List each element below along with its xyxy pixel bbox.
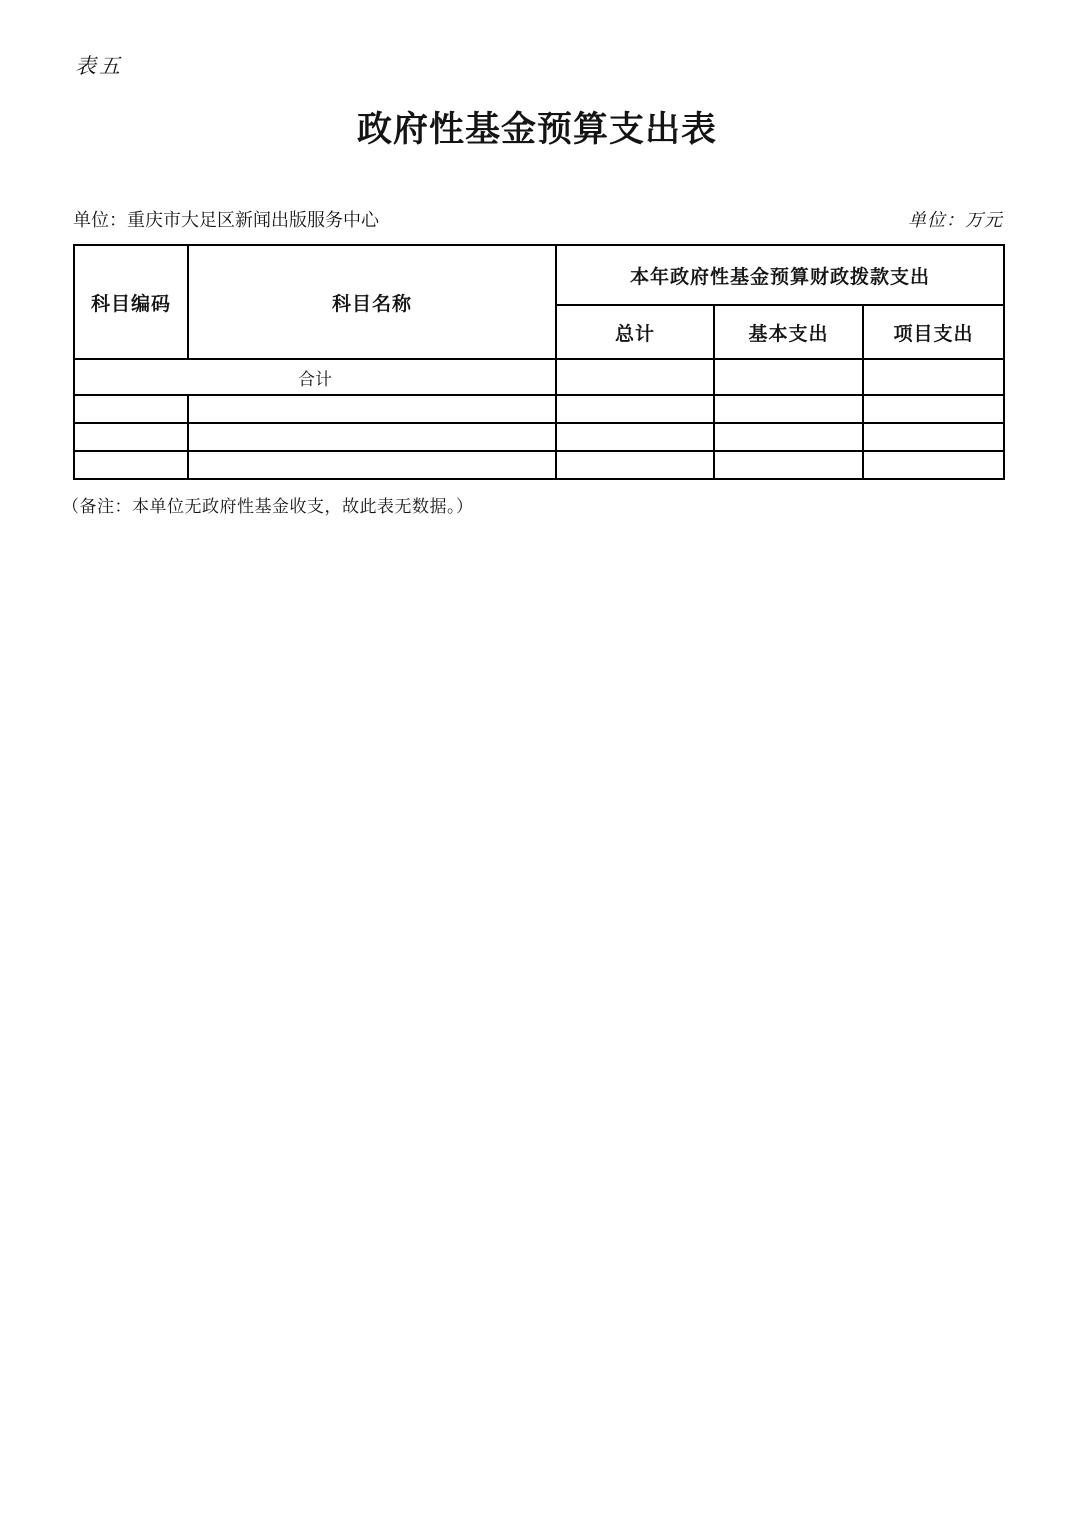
table-cell [188,451,556,479]
table-cell [74,451,188,479]
table-cell [714,451,863,479]
table-cell [714,395,863,423]
sheet-label: 表五 [75,54,123,78]
unit-row [73,206,1003,232]
table-cell [863,423,1004,451]
currency-unit-label: 单位：万元 [908,210,1003,230]
table-row [74,423,1004,451]
table-row [74,395,1004,423]
table-cell [556,423,714,451]
table-cell [556,395,714,423]
unit-name-label: 单位：重庆市大足区新闻出版服务中心 [73,210,379,230]
header-basic-expenditure: 基本支出 [714,305,863,359]
header-total: 总计 [556,305,714,359]
total-row-total-cell [556,359,714,395]
table-cell [714,423,863,451]
table-cell [556,451,714,479]
header-row-group [74,245,1004,305]
header-subject-name: 科目名称 [188,245,556,359]
page-title: 政府性基金预算支出表 [356,110,717,149]
table-row [74,451,1004,479]
header-project-expenditure: 项目支出 [863,305,1004,359]
header-fund-expenditure-group: 本年政府性基金预算财政拨款支出 [556,245,1004,305]
table-cell [188,423,556,451]
header-subject-code: 科目编码 [74,245,188,359]
total-row [74,359,1004,395]
total-row-project-cell [863,359,1004,395]
footnote: （备注：本单位无政府性基金收支，故此表无数据。） [62,497,474,516]
table-cell [74,395,188,423]
table-cell [188,395,556,423]
budget-expenditure-table [73,244,1005,480]
table-cell [863,451,1004,479]
table-cell [74,423,188,451]
total-row-label: 合计 [74,359,556,395]
table-cell [863,395,1004,423]
total-row-basic-cell [714,359,863,395]
